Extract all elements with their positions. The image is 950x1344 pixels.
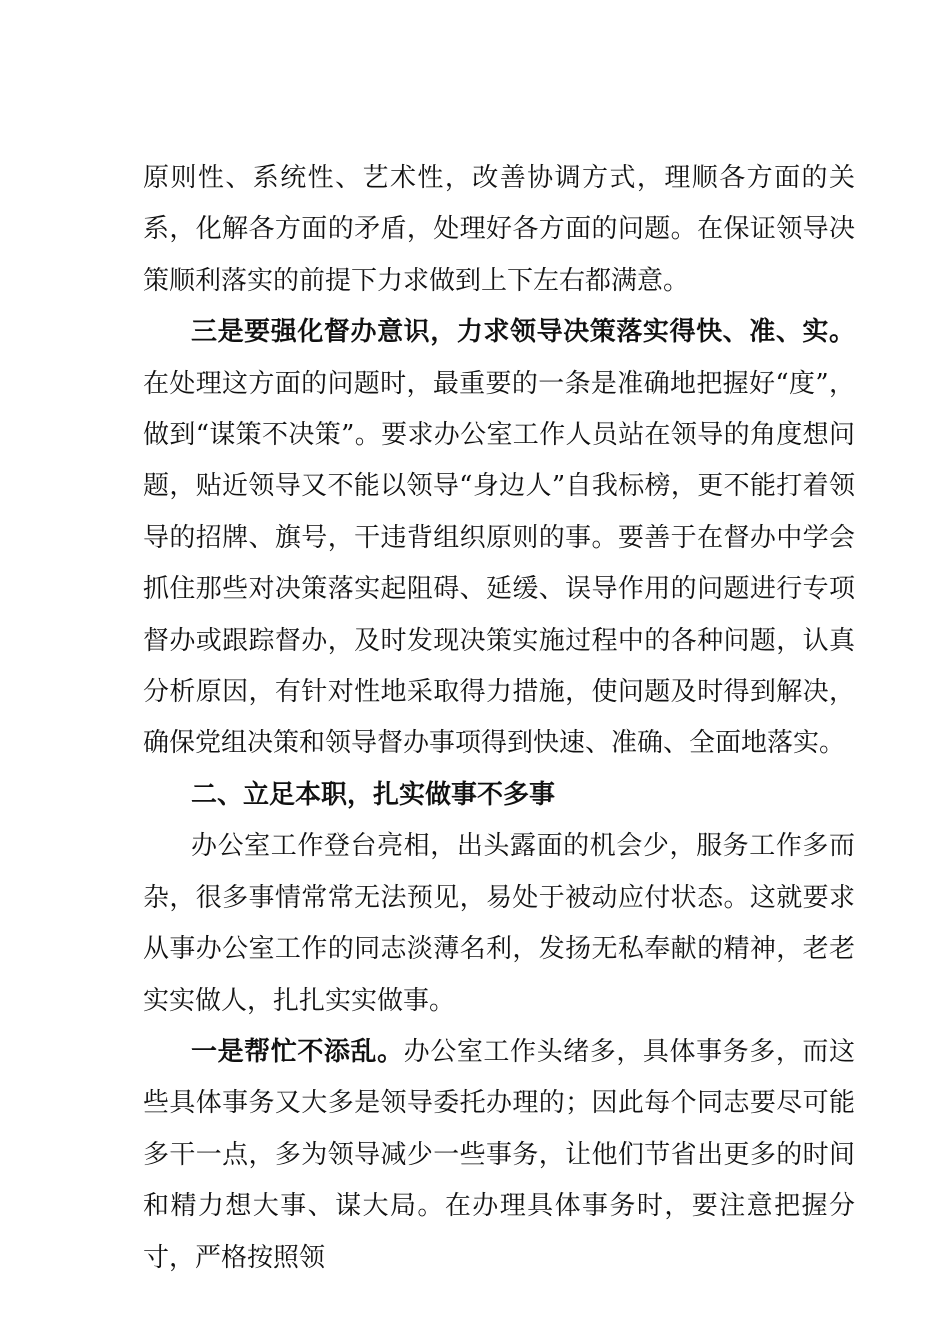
paragraph-text: 办公室工作头绪多，具体事务多，而这些具体事务又大多是领导委托办理的；因此每个同志要尽可能多干一点，多为领导减少一些事务，让他们节省出更多的时间和精力想大事、谋大局。在办理具体事务时，要注意把握分寸，严格按照领 [143, 1036, 855, 1273]
paragraph-text: 办公室工作登台亮相，出头露面的机会少，服务工作多而杂，很多事情常常无法预见，易处于被动应付状态。这就要求从事办公室工作的同志淡薄名利，发扬无私奉献的精神，老老实实做人，扎扎实实做事。 [143, 831, 855, 1016]
paragraph-lead-bold: 三是要强化督办意识，力求领导决策落实得快、准、实。 [191, 317, 855, 348]
paragraph-supervision [143, 307, 855, 770]
paragraph-section-intro [143, 821, 855, 1027]
paragraph-text: 在处理这方面的问题时，最重要的一条是准确地把握好“度”，做到“谋策不决策”。要求办公室工作人员站在领导的角度想问题，贴近领导又不能以领导“身边人”自我标榜，更不能打着领导的招牌、旗号，干违背组织原则的事。要善于在督办中学会抓住那些对决策落实起阻碍、延缓、误导作用的问题进行专项督办或跟踪督办，及时发现决策实施过程中的各种问题，认真分析原因，有针对性地采取得力措施，使问题及时得到解决，确保党组决策和领导督办事项得到快速、准确、全面地落实。 [143, 368, 855, 759]
paragraph-text: 原则性、系统性、艺术性，改善协调方式，理顺各方面的关系，化解各方面的矛盾，处理好各方面的问题。在保证领导决策顺利落实的前提下力求做到上下左右都满意。 [143, 163, 855, 296]
paragraph-continuation [143, 153, 855, 307]
paragraph-help-not-hinder [143, 1027, 855, 1284]
section-heading: 二、立足本职，扎实做事不多事 [191, 779, 556, 810]
document-page [143, 153, 855, 1284]
paragraph-lead-bold: 一是帮忙不添乱。 [191, 1036, 404, 1067]
